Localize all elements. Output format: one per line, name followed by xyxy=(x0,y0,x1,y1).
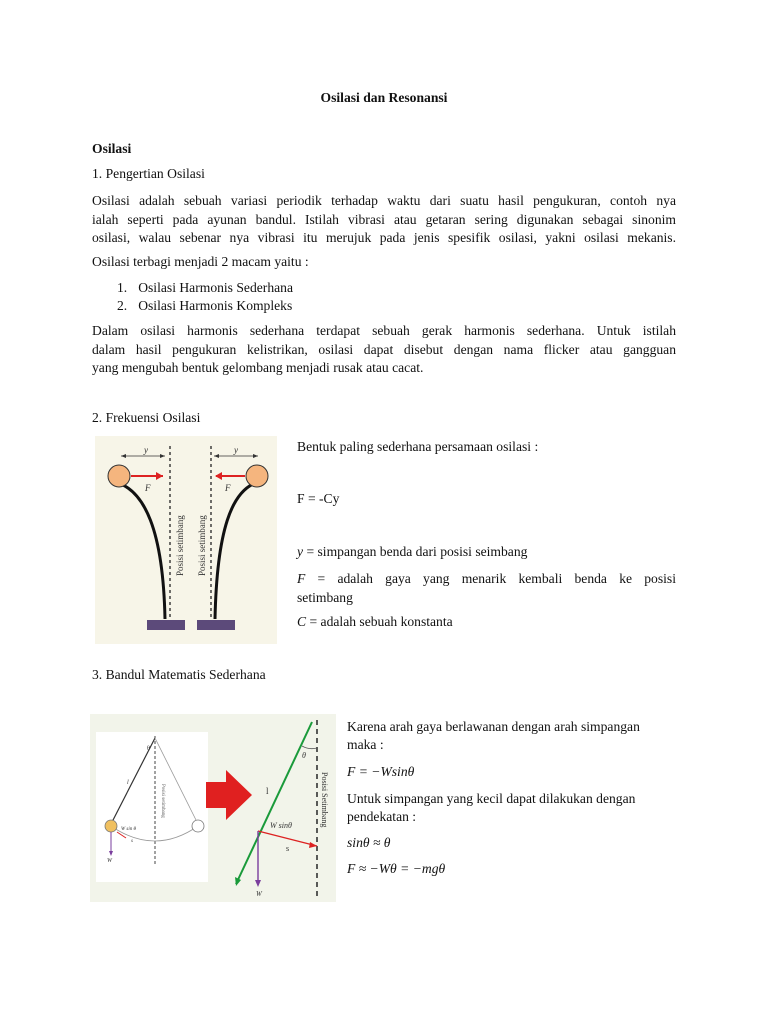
paragraph-definition xyxy=(92,192,676,248)
equilibrium-label: Posisi setimbang xyxy=(175,515,185,576)
theta-label: θ xyxy=(302,751,306,760)
text-small-angle xyxy=(347,790,676,826)
symbol-C: C xyxy=(297,614,307,629)
subsection-heading-bandul: 3. Bandul Matematis Sederhana xyxy=(92,667,266,682)
text-line: Karena arah gaya berlawanan dengan arah simpangan xyxy=(347,719,640,734)
text-line: Untuk simpangan yang kecil dapat dilakukan dengan xyxy=(347,791,636,806)
text-force-direction xyxy=(347,718,676,754)
mass-ball xyxy=(108,465,130,487)
paragraph-line: dalam hasil pengukuran kelistrikan, osilasi dapat disebut dengan nama flicker atau gangguan xyxy=(92,341,676,357)
text-line: maka : xyxy=(347,737,384,752)
equation-hooke: F = -Cy xyxy=(297,491,340,506)
paragraph-types-intro: Osilasi terbagi menjadi 2 macam yaitu : xyxy=(92,254,309,269)
list-item xyxy=(117,279,293,297)
base-block xyxy=(147,620,185,630)
spring-oscillation-figure xyxy=(95,436,277,644)
y-label: y xyxy=(234,445,238,455)
s-label: s xyxy=(286,844,290,853)
types-list xyxy=(117,279,293,315)
wsin-label: W sin θ xyxy=(121,827,136,832)
definition-text: = adalah gaya yang menarik kembali benda ke posisi xyxy=(317,571,676,586)
paragraph-line: osilasi, walau sebenar nya vibrasi itu merujuk pada jenis spesifik osilasi, yakni osilasi mekanis. xyxy=(92,230,676,245)
paragraph-line: ialah seperti pada ayunan bandul. Istilah vibrasi atau getaran sering digunakan sebagai sinonim xyxy=(92,211,676,227)
section-heading: Osilasi xyxy=(92,141,132,156)
w-label: W xyxy=(107,858,112,864)
equation-force: F = −Wsinθ xyxy=(347,764,415,779)
definition-line xyxy=(297,570,676,589)
definition-text: = adalah sebuah konstanta xyxy=(309,614,453,629)
base-block xyxy=(197,620,235,630)
list-item xyxy=(117,297,293,315)
subsection-heading-frekuensi: 2. Frekuensi Osilasi xyxy=(92,410,201,425)
wsin-label: W sinθ xyxy=(270,821,292,830)
equilibrium-label: Posisi setimbang xyxy=(197,515,207,576)
equilibrium-label: Posisi Setimbang xyxy=(320,772,329,828)
pendulum-bob-ghost xyxy=(192,820,204,832)
mass-ball xyxy=(246,465,268,487)
equation-intro: Bentuk paling sederhana persamaan osilasi : xyxy=(297,439,539,454)
symbol-y: y xyxy=(297,544,304,559)
paragraph-line: Osilasi adalah sebuah variasi periodik terhadap waktu dari suatu hasil pengukuran, contoh nya xyxy=(92,193,676,208)
paragraph-line: yang mengubah bentuk gelombang menjadi rusak atau cacat. xyxy=(92,360,424,375)
list-number: 2. xyxy=(117,298,128,313)
pendulum-diagram-left xyxy=(96,732,208,882)
s-label: s xyxy=(131,839,133,844)
pendulum-figure xyxy=(90,714,336,902)
symbol-F: F xyxy=(297,571,306,586)
definition-text: = simpangan benda dari posisi seimbang xyxy=(306,544,528,559)
definition-C xyxy=(297,613,453,631)
definition-line: setimbang xyxy=(297,589,353,605)
definition-y xyxy=(297,543,527,561)
l-label: l xyxy=(266,786,269,796)
definition-F xyxy=(297,570,676,607)
y-label: y xyxy=(144,445,148,455)
equation-approximation: sinθ ≈ θ xyxy=(347,835,391,850)
l-label: l xyxy=(127,780,129,786)
list-text: Osilasi Harmonis Kompleks xyxy=(138,298,293,313)
equilibrium-label: Posisi setimbang xyxy=(160,784,165,818)
pendulum-bob xyxy=(105,820,117,832)
list-number: 1. xyxy=(117,280,128,295)
list-text: Osilasi Harmonis Sederhana xyxy=(138,280,293,295)
F-label: F xyxy=(145,483,151,493)
page-title: Osilasi dan Resonansi xyxy=(320,90,448,105)
subsection-heading-pengertian: 1. Pengertian Osilasi xyxy=(92,166,205,181)
equation-restoring-force: F ≈ −Wθ = −mgθ xyxy=(347,861,446,876)
text-line: pendekatan : xyxy=(347,809,417,824)
paragraph-harmonic xyxy=(92,322,676,378)
paragraph-line: Dalam osilasi harmonis sederhana terdapat sebuah gerak harmonis sederhana. Untuk istilah xyxy=(92,323,676,338)
theta-label: θ xyxy=(147,746,150,752)
F-label: F xyxy=(225,483,231,493)
w-label: W xyxy=(256,890,262,898)
